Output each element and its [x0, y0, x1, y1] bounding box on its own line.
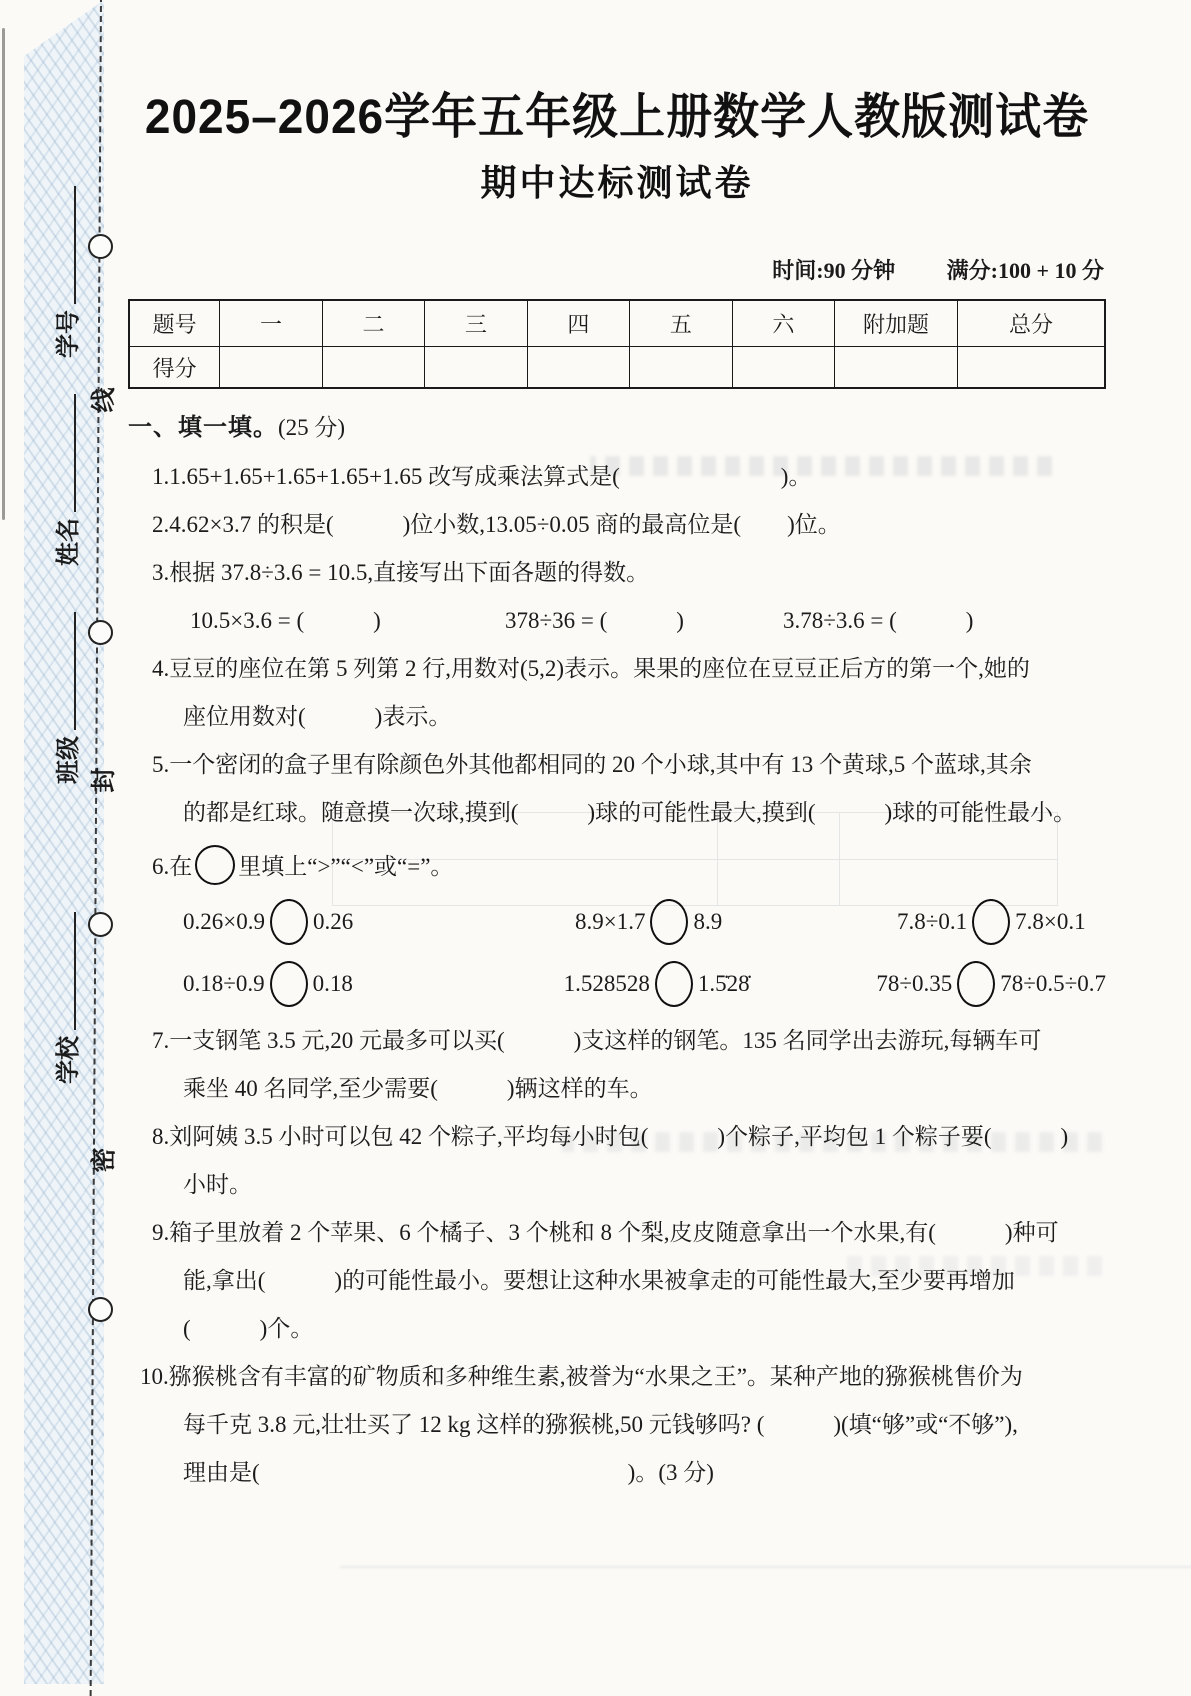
- section-1-points: (25 分): [278, 415, 346, 440]
- name-fill-line: [50, 394, 76, 512]
- question-6-intro: 6.在 里填上“>”“<”或“=”。: [152, 845, 1106, 885]
- score-table-col: 二: [322, 300, 424, 347]
- score-table-col: 附加题: [835, 300, 958, 347]
- question-4: 4.豆豆的座位在第 5 列第 2 行,用数对(5,2)表示。果果的座位在豆豆正后方的第一个,她的 座位用数对( )表示。: [152, 656, 1030, 729]
- section-1-title: 一、填一填。: [128, 414, 278, 441]
- score-table-col: 总分: [958, 300, 1105, 347]
- score-cell-empty: [958, 347, 1105, 389]
- compare-pair: 1.528528 1.5̇28̇: [564, 961, 877, 1007]
- seal-line-circle: [88, 912, 113, 937]
- question-3: 3.根据 37.8÷3.6 = 10.5,直接写出下面各题的得数。 10.5×3.6 = ( ) 378÷36 = ( ) 3.78÷3.6 = ( ): [128, 557, 1106, 637]
- compare-pair: 78÷0.35 78÷0.5÷0.7: [876, 961, 1106, 1007]
- score-table-col: 三: [425, 300, 527, 347]
- seal-line-circle: [88, 234, 113, 259]
- paper-title: 2025–2026学年五年级上册数学人教版测试卷: [144, 88, 1090, 144]
- compare-circle-blank: [270, 899, 308, 945]
- score-table-col: 五: [630, 300, 732, 347]
- compare-pair: 8.9×1.7 8.9: [575, 899, 897, 945]
- exam-full-score: 满分:100 + 10 分: [946, 258, 1104, 283]
- equation: 3.78÷3.6 = ( ): [783, 608, 974, 633]
- score-table-row-label: 得分: [129, 347, 220, 389]
- class-label: 班级: [50, 584, 80, 784]
- compare-circle-blank: [650, 899, 688, 945]
- question-6-row-1: [183, 897, 1106, 947]
- exam-time: 时间:90 分钟: [772, 258, 896, 283]
- score-cell-empty: [322, 347, 424, 389]
- compare-pair: 0.18÷0.9 0.18: [183, 961, 564, 1007]
- score-cell-empty: [425, 347, 527, 389]
- score-cell-empty: [220, 347, 322, 389]
- seal-char-xian: 线: [91, 387, 118, 413]
- score-cell-empty: [732, 347, 834, 389]
- compare-circle-blank: [957, 961, 995, 1007]
- question-7: 7.一支钢笔 3.5 元,20 元最多可以买( )支这样的钢笔。135 名同学出去游玩,每辆车可 乘坐 40 名同学,至少需要( )辆这样的车。: [152, 1028, 1042, 1101]
- score-cell-empty: [835, 347, 958, 389]
- question-6-row-2: [183, 959, 1106, 1009]
- score-table-col: 六: [732, 300, 834, 347]
- school-label: 学校: [50, 884, 80, 1084]
- compare-pair: 0.26×0.9 0.26: [183, 899, 575, 945]
- equation: 10.5×3.6 = ( ): [190, 608, 381, 633]
- question-8: 8.刘阿姨 3.5 小时可以包 42 个粽子,平均每小时包( )个粽子,平均包 1 个粽子要( ) 小时。: [152, 1124, 1069, 1197]
- score-cell-empty: [527, 347, 629, 389]
- scan-line-artifact: [340, 1566, 1191, 1568]
- scan-edge-artifact: [2, 28, 5, 520]
- score-table-col: 四: [527, 300, 629, 347]
- scan-corner-artifact: [24, 0, 104, 56]
- question-3-equations: [190, 605, 1106, 637]
- compare-circle-blank: [270, 961, 308, 1007]
- name-label: 姓名: [50, 366, 80, 566]
- score-cell-empty: [630, 347, 732, 389]
- seal-line-circle: [88, 620, 113, 645]
- question-5: 5.一个密闭的盒子里有除颜色外其他都相同的 20 个小球,其中有 13 个黄球,5 个蓝球,其余 的都是红球。随意摸一次球,摸到( )球的可能性最大,摸到( )球的可能性最小。: [152, 752, 1077, 825]
- seal-char-mi: 密: [91, 1147, 118, 1173]
- question-6: [128, 845, 1106, 1009]
- compare-circle-blank: [195, 845, 235, 885]
- section-1-heading: [128, 411, 1106, 445]
- student-id-label: 学号: [50, 158, 80, 358]
- seal-line-circle: [88, 1297, 113, 1322]
- compare-circle-blank: [972, 899, 1010, 945]
- question-9: 9.箱子里放着 2 个苹果、6 个橘子、3 个桃和 8 个梨,皮皮随意拿出一个水果,有( )种可 能,拿出( )的可能性最小。要想让这种水果被拿走的可能性最大,至少要再增加 ( )个。: [152, 1220, 1059, 1341]
- school-fill-line: [50, 912, 76, 1030]
- question-10: 10.猕猴桃含有丰富的矿物质和多种维生素,被誉为“水果之王”。某种产地的猕猴桃售价为 每千克 3.8 元,壮壮买了 12 kg 这样的猕猴桃,50 元钱够吗? ( )(填“够”或“不够”), 理由是( )。(3 分): [140, 1364, 1023, 1485]
- question-1: 1.1.65+1.65+1.65+1.65+1.65 改写成乘法算式是( )。: [152, 464, 812, 489]
- score-table-col: 一: [220, 300, 322, 347]
- compare-pair: 7.8÷0.1 7.8×0.1: [897, 899, 1086, 945]
- student-id-fill-line: [50, 186, 76, 304]
- seal-char-feng: 封: [91, 767, 118, 793]
- equation: 378÷36 = ( ): [505, 608, 684, 633]
- question-2: 2.4.62×3.7 的积是( )位小数,13.05÷0.05 商的最高位是( )位。: [152, 512, 841, 537]
- exam-meta: [128, 254, 1106, 285]
- paper-content: [128, 0, 1106, 1489]
- score-table: [128, 299, 1106, 389]
- class-fill-line: [50, 612, 76, 730]
- paper-subtitle: 期中达标测试卷: [480, 162, 754, 203]
- compare-circle-blank: [655, 961, 693, 1007]
- score-table-header-label: 题号: [129, 300, 220, 347]
